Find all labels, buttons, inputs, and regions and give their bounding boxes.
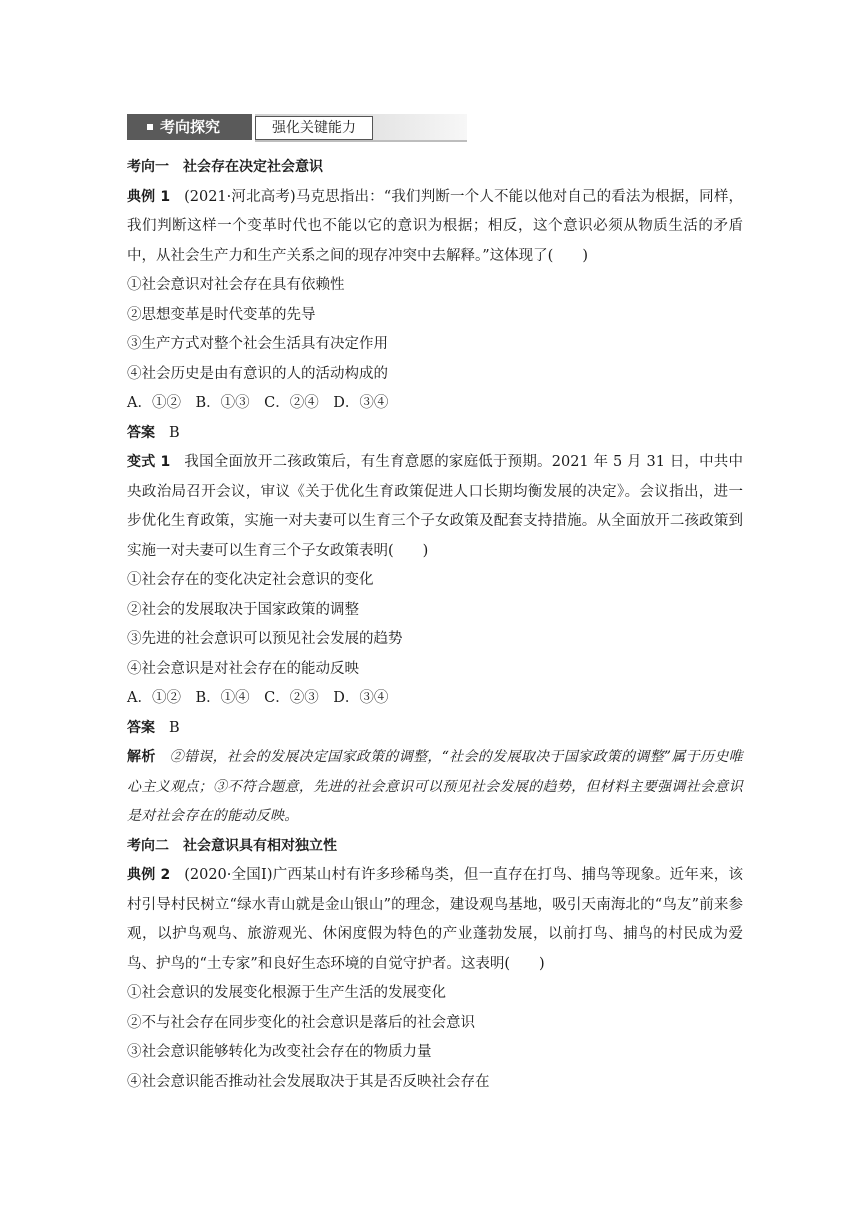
- example-1-answer: [127, 419, 743, 449]
- variant-1-question: [127, 448, 743, 566]
- example-2-option-4: ④社会意识能否推动社会发展取决于其是否反映社会存在: [127, 1073, 490, 1090]
- example-1-option-1: ①社会意识对社会存在具有依赖性: [127, 277, 345, 293]
- section-banner: [127, 114, 467, 144]
- banner-left-label: 考向探究: [160, 118, 221, 136]
- variant-1-analysis: [127, 743, 743, 832]
- example-2-text: (2020·全国Ⅰ)广西某山村有许多珍稀鸟类，但一直存在打鸟、捕鸟等现象。近年来，该村引导村民树立“绿水青山就是金山银山”的理念，建设观鸟基地，吸引天南海北的“鸟友”前来参观，以护鸟观鸟、旅游观光、休闲度假为特色的产业蓬勃发展，以前打鸟、捕鸟的村民成为爱鸟、护鸟的“土专家”和良好生态环境的自觉守护者。这表明( ): [127, 867, 743, 972]
- answer-value: B: [169, 424, 180, 441]
- banner-left: [127, 114, 252, 140]
- analysis-label: 解析: [127, 749, 156, 765]
- example-1-question: [127, 183, 743, 272]
- answer-label: 答案: [127, 424, 155, 441]
- example-2-label: 典例 2: [127, 867, 171, 883]
- variant-1-choices: A．①② B．①④ C．②③ D．③④: [127, 690, 389, 706]
- example-2-question: [127, 861, 743, 979]
- variant-1-answer: [127, 714, 743, 744]
- banner-right-label: 强化关键能力: [255, 116, 373, 140]
- analysis-text: ②错误，社会的发展决定国家政策的调整，“社会的发展取决于国家政策的调整”属于历史唯心主义观点；③不符合题意，先进的社会意识可以预见社会发展的趋势，但材料主要强调社会意识是对社会存在的能动反映。: [127, 749, 743, 824]
- example-1-text: (2021·河北高考)马克思指出：“我们判断一个人不能以他对自己的看法为根据，同样，我们判断这样一个变革时代也不能以它的意识为根据；相反，这个意识必须从物质生活的矛盾中，从社会生产力和生产关系之间的现存冲突中去解释。”这体现了( ): [127, 188, 743, 264]
- variant-1-option-2: ②社会的发展取决于国家政策的调整: [127, 601, 359, 618]
- example-1-option-4: ④社会历史是由有意识的人的活动构成的: [127, 365, 388, 382]
- variant-1-label: 变式 1: [127, 454, 171, 470]
- example-1-option-2: ②思想变革是时代变革的先导: [127, 306, 316, 323]
- example-1-option-3: ③生产方式对整个社会生活具有决定作用: [127, 336, 388, 352]
- variant-1-option-4: ④社会意识是对社会存在的能动反映: [127, 660, 359, 677]
- document-body: [127, 153, 743, 1097]
- answer-value: B: [169, 719, 180, 736]
- example-1-choices: A．①② B．①③ C．②④ D．③④: [127, 395, 389, 411]
- example-2-option-1: ①社会意识的发展变化根源于生产生活的发展变化: [127, 985, 446, 1001]
- answer-label: 答案: [127, 719, 155, 736]
- variant-1-option-1: ①社会存在的变化决定社会意识的变化: [127, 572, 374, 588]
- example-1-label: 典例 1: [127, 188, 171, 205]
- variant-1-text: 我国全面放开二孩政策后，有生育意愿的家庭低于预期。2021 年 5 月 31 日，中共中央政治局召开会议，审议《关于优化生育政策促进人口长期均衡发展的决定》。会议指出，进一步优化生育政策，实施一对夫妻可以生育三个子女政策及配套支持措施。从全面放开二孩政策到实施一对夫妻可以生育三个子女政策表明( ): [127, 454, 743, 559]
- square-bullet-icon: [147, 124, 153, 130]
- variant-1-option-3: ③先进的社会意识可以预见社会发展的趋势: [127, 631, 403, 647]
- example-2-option-2: ②不与社会存在同步变化的社会意识是落后的社会意识: [127, 1014, 475, 1031]
- section-heading-1: 考向一 社会存在决定社会意识: [127, 159, 323, 175]
- section-heading-2: 考向二 社会意识具有相对独立性: [127, 837, 337, 854]
- example-2-option-3: ③社会意识能够转化为改变社会存在的物质力量: [127, 1044, 432, 1060]
